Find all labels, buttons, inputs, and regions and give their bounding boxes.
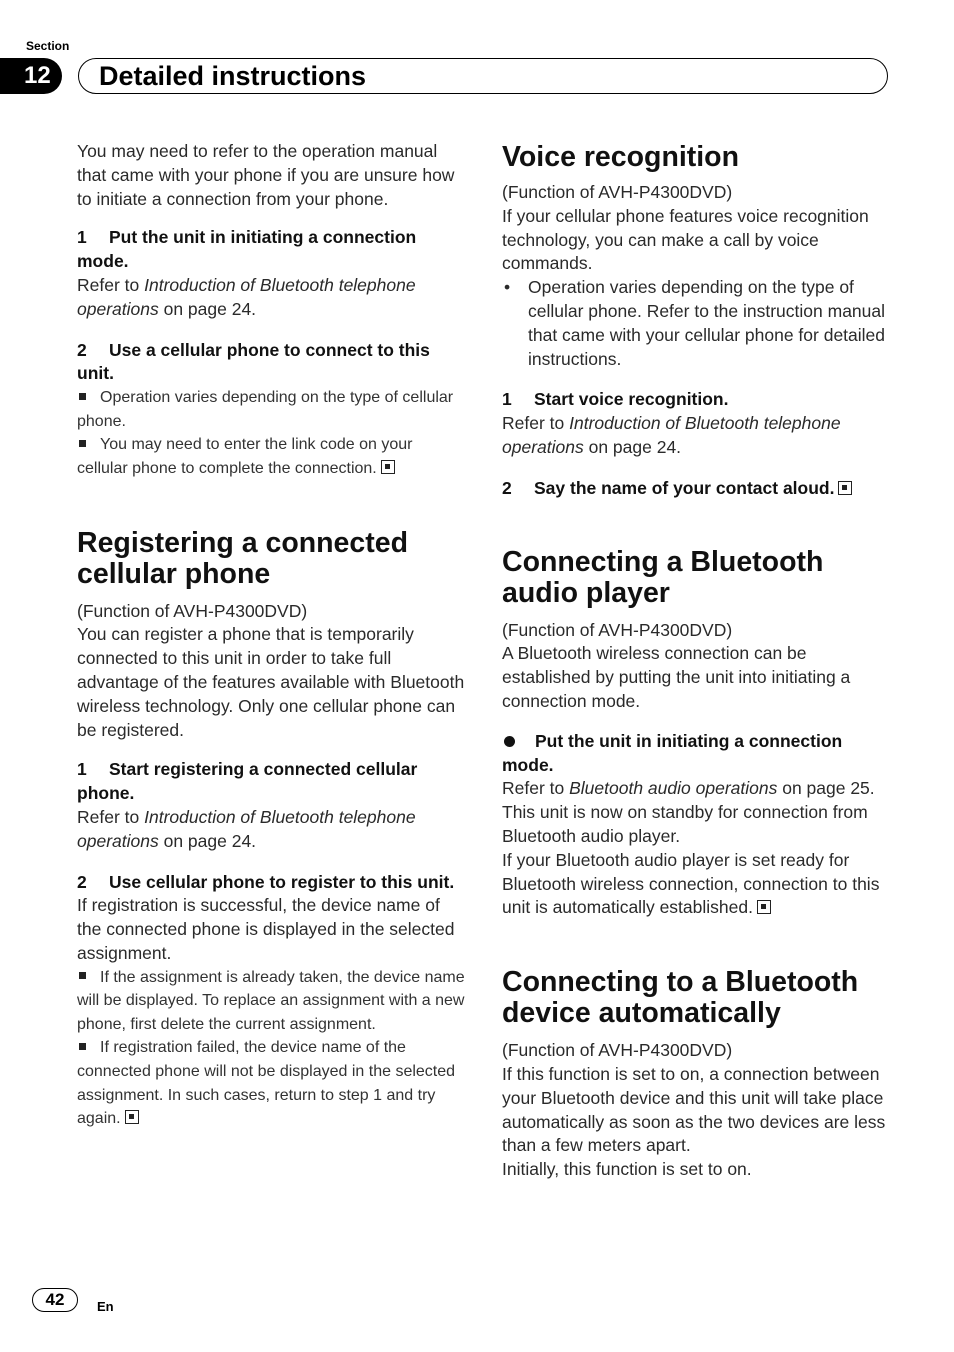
step-text: Say the name of your contact aloud. <box>534 477 835 498</box>
note-square-icon <box>79 440 86 447</box>
step-text: Use a cellular phone to connect to this unit. <box>77 339 430 384</box>
ref-prefix: Refer to <box>77 274 145 295</box>
section-title-bar <box>78 58 888 94</box>
function-note: (Function of AVH-P4300DVD) <box>502 1040 733 1061</box>
page-number: 42 <box>32 1288 78 1312</box>
auto-body: If this function is set to on, a connection between your Bluetooth device and this unit will take place automatically as soon as the two devices are less than a few meters apart. <box>502 1063 886 1156</box>
ref-prefix: Refer to <box>502 778 570 799</box>
step-number: 2 <box>502 477 512 498</box>
function-note: (Function of AVH-P4300DVD) <box>77 600 308 621</box>
note <box>77 433 465 480</box>
ref-prefix: Refer to <box>77 806 145 827</box>
audio-body-2: This unit is now on standby for connection from Bluetooth audio player. <box>502 802 868 846</box>
end-mark-icon <box>125 1110 139 1124</box>
end-mark-icon <box>838 481 852 495</box>
left-column <box>77 140 465 1131</box>
paragraph-text: If your Bluetooth audio player is set ready for Bluetooth wireless connection, connection to this unit is automatically established. <box>502 849 880 918</box>
step-number: 1 <box>502 389 512 410</box>
bullet-dot-icon <box>504 736 515 747</box>
end-mark-icon <box>381 460 395 474</box>
audio-step <box>502 730 890 778</box>
note-text: You may need to enter the link code on your cellular phone to complete the connection. <box>77 436 413 477</box>
ref-prefix: Refer to <box>502 413 570 434</box>
note-square-icon <box>79 972 86 979</box>
voice-step-1 <box>502 388 890 412</box>
note-text: If registration failed, the device name of the connected phone will not be displayed in the selected assignment. In such cases, return to step 1 and try again. <box>77 1039 456 1128</box>
reg-step-1-reference <box>77 806 465 854</box>
step-text: Start registering a connected cellular phone. <box>77 759 418 804</box>
section-number-badge: 12 <box>0 58 62 94</box>
section-title: Detailed instructions <box>99 61 367 91</box>
ref-suffix: on page 24. <box>158 830 257 851</box>
step-text: Start voice recognition. <box>534 389 729 410</box>
step-number: 2 <box>77 871 87 892</box>
ref-suffix: on page 25. <box>777 778 875 799</box>
voice-step-2 <box>502 477 890 501</box>
step-1-reference <box>77 274 465 322</box>
note <box>77 966 465 1037</box>
end-mark-icon <box>757 900 771 914</box>
step-text: Put the unit in initiating a connection mode. <box>77 227 417 272</box>
step-text: Use cellular phone to register to this unit. <box>109 871 455 892</box>
ref-link-text: Introduction of Bluetooth telephone operations <box>77 274 416 319</box>
step-number: 1 <box>77 759 87 780</box>
heading-voice-recognition: Voice recognition <box>502 141 740 173</box>
heading-audio-player: Connecting a Bluetooth audio player <box>502 545 824 609</box>
audio-reference <box>502 777 890 801</box>
ref-link-text: Introduction of Bluetooth telephone operations <box>502 413 841 457</box>
voice-step-1-reference <box>502 412 890 460</box>
note-text: Operation varies depending on the type of cellular phone. <box>77 389 454 430</box>
right-column <box>502 142 890 1182</box>
language-label: En <box>97 1299 114 1314</box>
audio-body: A Bluetooth wireless connection can be established by putting the unit into initiating a connection mode. <box>502 643 851 711</box>
step-number: 1 <box>77 227 87 248</box>
step-text: Put the unit in initiating a connection mode. <box>502 730 843 775</box>
function-note: (Function of AVH-P4300DVD) <box>502 619 733 640</box>
function-note: (Function of AVH-P4300DVD) <box>502 182 733 202</box>
heading-auto-connect: Connecting to a Bluetooth device automatically <box>502 966 859 1030</box>
note-square-icon <box>79 1043 86 1050</box>
audio-body-3 <box>502 849 890 920</box>
note-text: If the assignment is already taken, the device name will be displayed. To replace an assignment with a new phone, first delete the current assignment. <box>77 968 465 1033</box>
reg-step-1 <box>77 758 465 806</box>
voice-bullet: • Operation varies depending on the type of cellular phone. Refer to the instruction manual that came with your cellular phone for detailed instructions. <box>502 276 890 371</box>
registering-body: You can register a phone that is temporarily connected to this unit in order to take full advantage of the features available with Bluetooth wireless technology. Only one cellular phone can be registered. <box>77 624 465 740</box>
reg-step-2-body: If registration is successful, the device name of the connected phone is displayed in the selected assignment. <box>77 895 455 963</box>
note <box>77 386 465 433</box>
ref-link-text: Introduction of Bluetooth telephone operations <box>77 806 416 851</box>
step-1 <box>77 226 465 274</box>
auto-body-2: Initially, this function is set to on. <box>502 1159 752 1180</box>
ref-link-text: Bluetooth audio operations <box>569 778 778 799</box>
note <box>77 1036 465 1130</box>
ref-suffix: on page 24. <box>158 298 257 319</box>
ref-suffix: on page 24. <box>583 436 682 457</box>
heading-registering: Registering a connected cellular phone <box>77 526 408 590</box>
section-label: Section <box>26 39 70 53</box>
reg-step-2 <box>77 871 465 895</box>
note-square-icon <box>79 393 86 400</box>
step-2 <box>77 339 465 387</box>
step-number: 2 <box>77 339 87 360</box>
intro-paragraph: You may need to refer to the operation manual that came with your phone if you are unsure how to initiate a connection from your phone. <box>77 141 455 209</box>
voice-body: If your cellular phone features voice recognition technology, you can make a call by voice commands. <box>502 205 869 274</box>
